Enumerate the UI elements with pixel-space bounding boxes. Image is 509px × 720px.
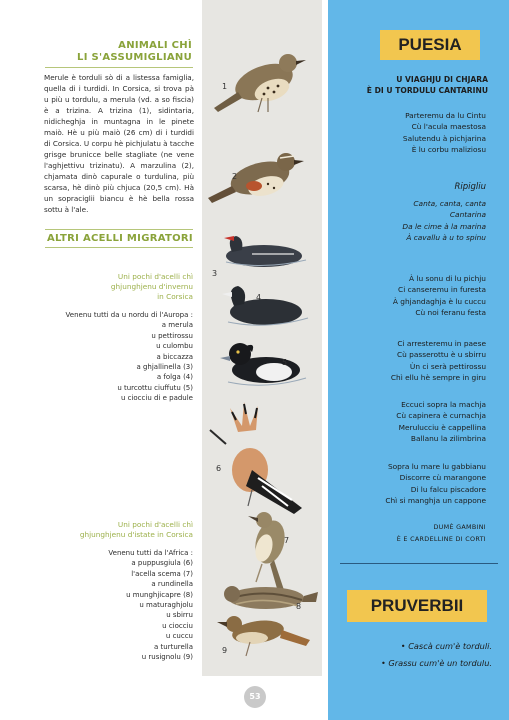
poem-line: Ci arresteremu in paese (397, 339, 486, 348)
poem-line: Cù noi feranu festa (415, 308, 486, 318)
proverb: • Grassu cum'è un tordulu. (380, 658, 492, 668)
list-item: a merula (161, 321, 193, 330)
section2-title: ALTRI ACELLI MIGRATORI (47, 233, 193, 244)
poem-line: Cù passerottu è u sbirru (396, 350, 486, 360)
poem-line: Eccuci sopra la machja (401, 400, 486, 409)
poem-line: Merulucciu è cappellina (398, 422, 486, 432)
summer-intro: Venenu tutti da l'Africa : (108, 549, 193, 557)
poem-line: Parteremu da lu Cintu (405, 111, 486, 120)
list-item: u maturaghjolu (139, 601, 193, 610)
nightjar-illustration (224, 586, 318, 609)
poem-line: À cavallu à u to spinu (406, 233, 486, 243)
list-item: a turturella (154, 642, 193, 651)
list-item: a rundinella (151, 580, 193, 589)
list-item: u cuccu (165, 632, 193, 641)
bird-illustrations-svg (202, 0, 322, 676)
list-item: u turcottu ciuffutu (5) (117, 383, 193, 392)
summer-list (44, 548, 193, 662)
tufted-duck-illustration (220, 343, 306, 385)
poem-line: Cù capinera è curnachja (396, 411, 486, 421)
poem-title-line2: È DI U TORDULU CANTARINU (366, 86, 488, 95)
list-item: a ghjallinella (3) (136, 363, 193, 372)
poem-line: Ùn ci serà pettirossu (409, 361, 486, 371)
poem-line: Chì ellu hè sempre in giru (390, 373, 486, 383)
moorhen-illustration (224, 236, 306, 267)
poem-line: Canta, canta, canta (413, 199, 486, 208)
divider (340, 563, 498, 564)
divider (45, 247, 193, 248)
nightingale-illustration (217, 616, 310, 656)
stanza-3 (330, 338, 486, 384)
coot-illustration (222, 286, 308, 325)
poem-line: Ci canseremu in furesta (398, 285, 486, 295)
poem-title-line1: U VIAGHJU DI CHJARA (396, 75, 488, 84)
list-item: a puppusgiula (6) (131, 559, 193, 568)
figure-number: 6 (216, 464, 222, 473)
poem-line: Ballanu la zilimbrina (410, 434, 486, 444)
hoopoe-illustration (210, 402, 302, 514)
list-item: u sbirru (166, 611, 193, 620)
poem-line: Salutendu à pichjarina (402, 133, 486, 143)
list-item: u munghjicapre (8) (126, 590, 193, 599)
poem-author (330, 521, 486, 545)
tag-pruverbii: PRUVERBII (347, 590, 487, 622)
figure-number: 2 (232, 172, 238, 181)
figure-number: 5 (282, 358, 288, 367)
list-item: u culombu (156, 342, 193, 351)
divider (45, 229, 193, 230)
section-title-line1: ANIMALI CHÌ (118, 40, 192, 51)
poem-title (330, 74, 488, 96)
figure-number: 1 (222, 82, 228, 91)
winter-heading (50, 272, 193, 302)
summer-heading-line2: ghjunghjenu d'istate in Corsica (79, 530, 193, 539)
intro-paragraph: Merule è torduli sò di a listessa famiglia, quella di i turdidi. In Corsica, si trova pà u più u tordulu, a merula (vd. a so fiscia) è a trizina. A trizina (1), sidintaria, nidicheghja in muntagna in le pinete maiò. Hè u più maiò (26 cm) di i turdidi di Corsica. U corpu hè pichjulatu à tacche grisge brunicce belle stagliate (ne vene l'aghjettivu trizinatu). A marzulina (2), chjamata dinò capurale o turdulina, più scarsa, hè dinò più chjuca (20,5 cm). Hà un sopraciglii biancu è hè bella rossa sottu à l'ale. (44, 73, 194, 214)
divider (45, 67, 193, 68)
list-item: u ciocciu di e padule (120, 394, 193, 403)
poem-line: Cù l'acula maestosa (411, 122, 486, 132)
page-number: 53 (244, 686, 266, 708)
tag-puesia: PUESIA (380, 30, 480, 60)
stanza-4 (330, 399, 486, 445)
poem-line: Chì si manghja un capponе (385, 496, 486, 506)
mistle-thrush-illustration (214, 54, 306, 112)
figure-number: 3 (212, 269, 218, 278)
winter-list (44, 310, 193, 404)
poem-line: Discorre cù marangone (399, 473, 486, 483)
figure-number: 9 (222, 646, 228, 655)
figure-number: 8 (296, 602, 302, 611)
pipit-illustration (248, 512, 289, 592)
list-item: a folga (4) (156, 373, 193, 382)
list-item: u ciocciu (162, 621, 193, 630)
proverbs (330, 638, 492, 672)
proverb: • Cascà cum'è torduli. (400, 641, 492, 651)
poem-line: Da le cime à la marina (402, 221, 486, 231)
summer-heading-line1: Uni pochi d'acelli chì (117, 520, 193, 529)
stanza-1 (330, 110, 486, 156)
poem-line: Cantarina (449, 210, 486, 220)
stanza-5 (330, 461, 486, 507)
section-title-line2: LI S'ASSUMIGLIANU (77, 52, 192, 63)
poem-line: Di lu falcu piscadore (410, 484, 486, 494)
poem-line: È lu corbu maliziosu (411, 145, 486, 155)
figure-number: 7 (284, 536, 290, 545)
ripigliu-label: Ripigliu (454, 182, 486, 192)
figure-number: 4 (256, 293, 262, 302)
stanza-2 (330, 273, 486, 319)
poem-line: À lu sonu di lu pichju (409, 274, 486, 283)
poem-line: À ghjandaghja è lu cuccu (392, 296, 486, 306)
list-item: l'acella scema (7) (131, 569, 193, 578)
author-group: È E CARDELLINE DI CORTI (396, 535, 486, 543)
author-name: DUMÈ GAMBINI (433, 523, 486, 531)
winter-heading-line2: ghjunghjenu d'invernu (110, 282, 193, 291)
section-title (40, 40, 192, 64)
bird-illustrations (202, 0, 322, 676)
list-item: u pettirossu (151, 331, 193, 340)
winter-intro: Venenu tutti da u nordu di l'Auropa : (65, 311, 193, 319)
ripigliu (330, 198, 486, 244)
winter-heading-line1: Uni pochi d'acelli chì (117, 272, 193, 281)
list-item: u rusignolu (9) (141, 653, 193, 662)
winter-heading-line3: in Corsica (157, 292, 193, 301)
redwing-illustration (208, 153, 304, 203)
summer-heading (44, 520, 193, 540)
list-item: a biccazza (156, 352, 193, 361)
poem-line: Sopra lu mare lu gabbianu (387, 462, 486, 471)
